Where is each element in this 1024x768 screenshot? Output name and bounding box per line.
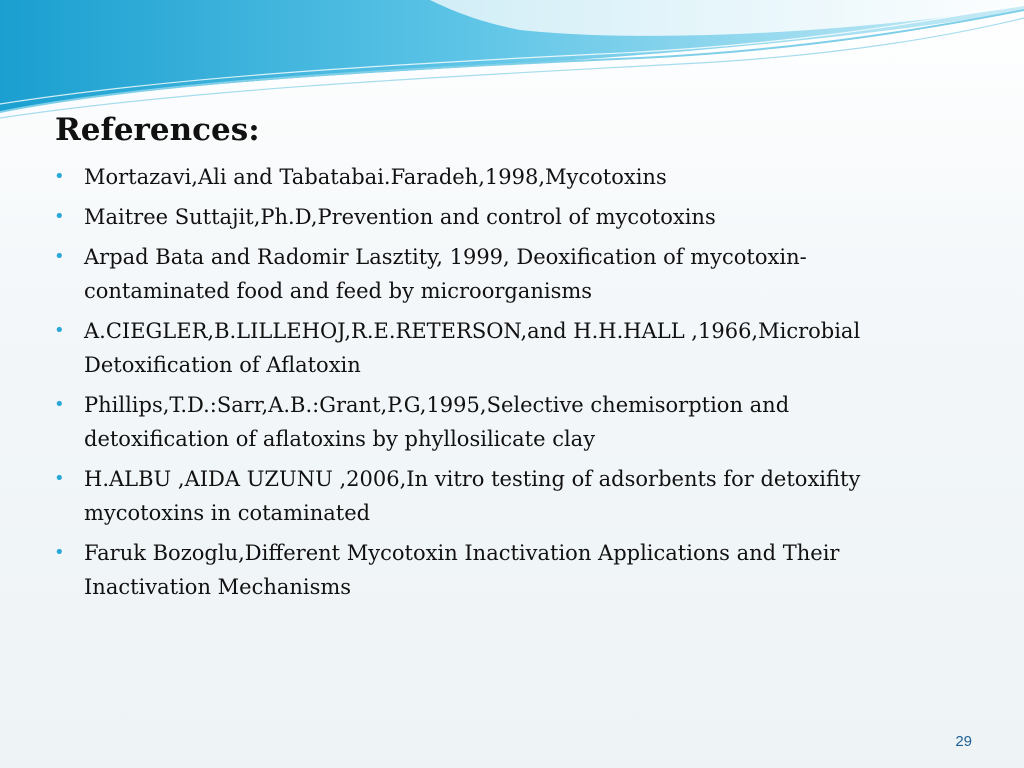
bullet-icon: • bbox=[54, 542, 65, 563]
reference-item bbox=[52, 462, 934, 530]
bullet-icon: • bbox=[54, 206, 65, 227]
reference-text: Arpad Bata and Radomir Lasztity, 1999, Deoxification of mycotoxin-contaminated food and feed by microorganisms bbox=[84, 245, 807, 303]
reference-item bbox=[52, 314, 934, 382]
reference-text: H.ALBU ,AIDA UZUNU ,2006,In vitro testing of adsorbents for detoxifity mycotoxins in cotaminated bbox=[84, 467, 861, 525]
bullet-icon: • bbox=[54, 246, 65, 267]
reference-text: Phillips,T.D.:Sarr,A.B.:Grant,P.G,1995,Selective chemisorption and detoxification of aflatoxins by phyllosilicate clay bbox=[84, 393, 790, 451]
reference-item bbox=[52, 240, 934, 308]
reference-item bbox=[52, 536, 934, 604]
reference-item bbox=[52, 200, 934, 234]
bullet-icon: • bbox=[54, 468, 65, 489]
reference-item bbox=[52, 388, 934, 456]
references-list bbox=[52, 160, 952, 604]
bullet-icon: • bbox=[54, 166, 65, 187]
references-content bbox=[52, 108, 952, 610]
reference-item bbox=[52, 160, 934, 194]
bullet-icon: • bbox=[54, 320, 65, 341]
page-number: 29 bbox=[955, 733, 972, 750]
reference-text: Faruk Bozoglu,Different Mycotoxin Inactivation Applications and Their Inactivation Mechanisms bbox=[84, 541, 840, 599]
reference-text: Mortazavi,Ali and Tabatabai.Faradeh,1998,Mycotoxins bbox=[84, 165, 667, 189]
bullet-icon: • bbox=[54, 394, 65, 415]
references-heading: References: bbox=[55, 112, 260, 148]
reference-text: Maitree Suttajit,Ph.D,Prevention and control of mycotoxins bbox=[84, 205, 716, 229]
reference-text: A.CIEGLER,B.LILLEHOJ,R.E.RETERSON,and H.H.HALL ,1966,Microbial Detoxification of Aflatoxin bbox=[84, 319, 861, 377]
